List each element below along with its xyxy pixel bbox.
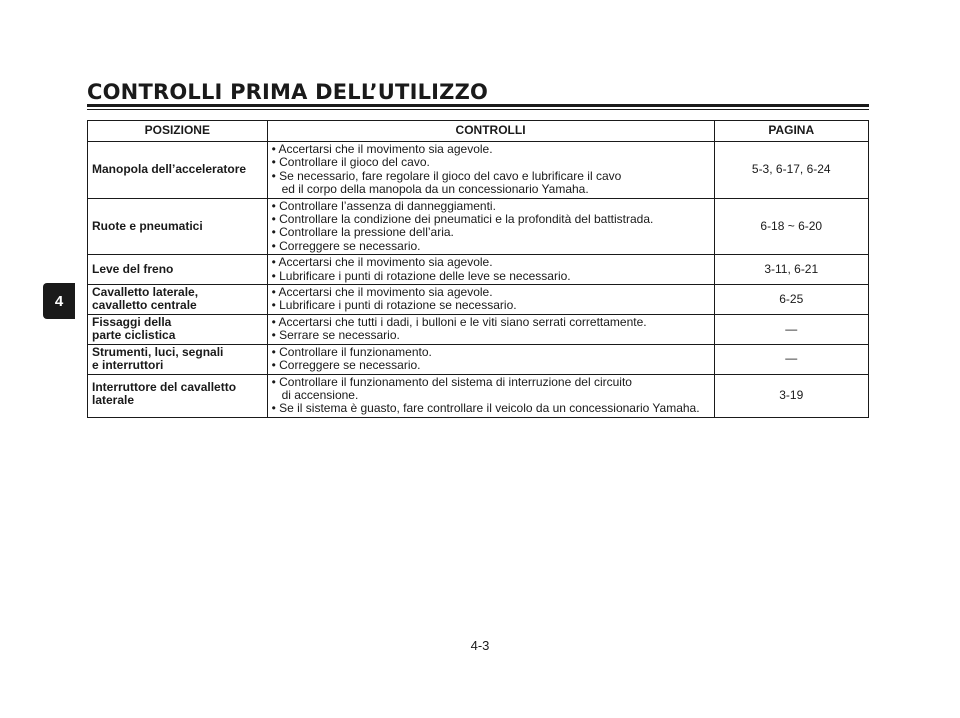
table-row [88,344,869,374]
row-page: 6-18 ~ 6-20 [714,198,868,255]
check-line: • Se necessario, fare regolare il gioco del cavo e lubrificare il cavo [271,168,622,183]
pre-operation-checklist-table [87,120,869,418]
row-checks [267,285,714,315]
position-line: laterale [92,392,135,407]
table-row [88,374,869,417]
table-row [88,314,869,344]
row-position [88,285,268,315]
check-line: di accensione. [281,387,359,402]
check-line: • Lubrificare i punti di rotazione se necessario. [271,298,517,313]
position-line: parte ciclistica [92,328,176,343]
row-checks [267,344,714,374]
position-line: Manopola dell’acceleratore [92,162,247,177]
row-page: 6-25 [714,285,868,315]
table-header-row [88,121,869,142]
table-row [88,198,869,255]
check-line: • Se il sistema è guasto, fare controllare il veicolo da un concessionario Yamaha. [271,401,700,416]
header-position: POSIZIONE [88,121,268,142]
check-line: • Accertarsi che il movimento sia agevole. [271,255,493,270]
row-checks [267,314,714,344]
row-position [88,142,268,199]
position-line: Fissaggi della [92,314,172,329]
position-line: cavalletto centrale [92,298,197,313]
row-page: — [714,314,868,344]
table-row [88,285,869,315]
check-line: • Accertarsi che il movimento sia agevole. [271,285,493,300]
title-rule-thin [87,109,869,110]
check-line: • Controllare la condizione dei pneumatici e la profondità del battistrada. [271,212,654,227]
position-line: Strumenti, luci, segnali [92,344,224,359]
check-line: • Accertarsi che il movimento sia agevole. [271,142,493,156]
table-row [88,255,869,285]
row-checks [267,255,714,285]
row-checks [267,198,714,255]
check-line: • Lubrificare i punti di rotazione delle leve se necessario. [271,268,571,283]
check-line: ed il corpo della manopola da un concessionario Yamaha. [281,182,589,197]
header-checks: CONTROLLI [267,121,714,142]
header-page: PAGINA [714,121,868,142]
table-row [88,142,869,199]
check-line: • Accertarsi che tutti i dadi, i bulloni e le viti siano serrati correttamente. [271,314,647,329]
position-line: Ruote e pneumatici [92,218,203,233]
row-position [88,314,268,344]
check-line: • Controllare il funzionamento. [271,344,432,359]
check-line: • Correggere se necessario. [271,358,421,373]
check-line: • Controllare l’assenza di danneggiamenti. [271,198,496,213]
check-line: • Controllare il funzionamento del sistema di interruzione del circuito [271,374,632,389]
check-line: • Controllare il gioco del cavo. [271,155,430,170]
row-position [88,198,268,255]
position-line: Leve del freno [92,261,174,276]
check-line: • Correggere se necessario. [271,238,421,253]
page-number: 4-3 [470,638,490,653]
row-position [88,255,268,285]
check-line: • Serrare se necessario. [271,328,400,343]
position-line: Interruttore del cavalletto [92,379,237,394]
row-page: 5-3, 6-17, 6-24 [714,142,868,199]
check-line: • Controllare la pressione dell’aria. [271,225,454,240]
row-position [88,344,268,374]
row-page: — [714,344,868,374]
row-page: 3-11, 6-21 [714,255,868,285]
title-rule-thick [87,104,869,107]
row-checks [267,374,714,417]
page-title: CONTROLLI PRIMA DELL’UTILIZZO [87,80,489,104]
row-checks [267,142,714,199]
row-page: 3-19 [714,374,868,417]
chapter-tab: 4 [43,283,75,319]
position-line: e interruttori [92,358,164,373]
row-position [88,374,268,417]
position-line: Cavalletto laterale, [92,285,199,300]
